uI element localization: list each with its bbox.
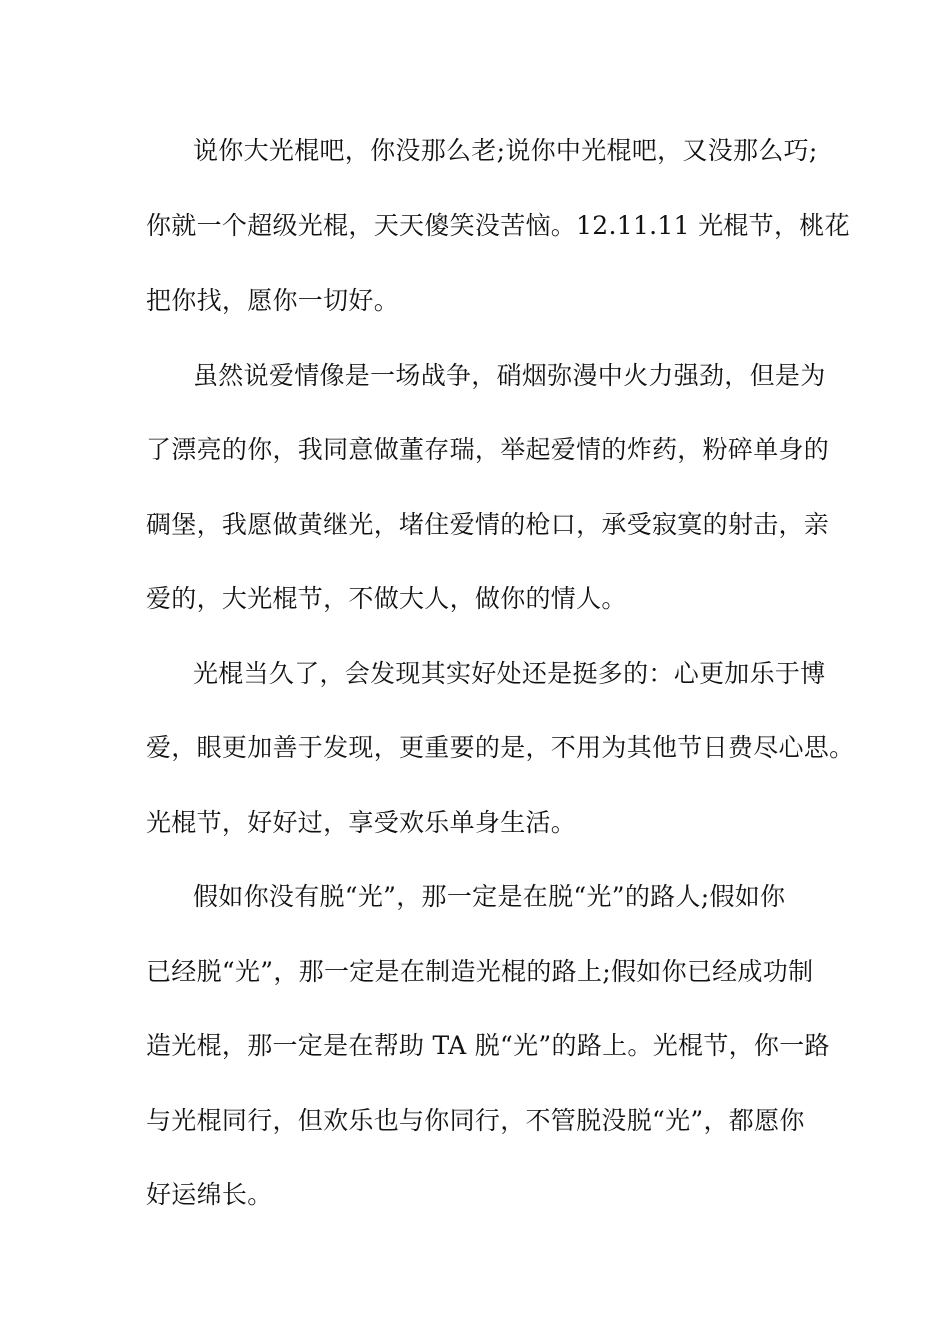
paragraph-line: 了漂亮的你，我同意做董存瑞，举起爱情的炸药，粉碎单身的	[146, 435, 830, 464]
paragraph-line: 你就一个超级光棍，天天傻笑没苦恼。12.11.11 光棍节，桃花	[146, 211, 850, 240]
paragraph-line: 爱的，大光棍节，不做大人，做你的情人。	[146, 584, 627, 613]
paragraph-line: 碉堡，我愿做黄继光，堵住爱情的枪口，承受寂寞的射击，亲	[146, 510, 830, 539]
paragraph-line: 虽然说爱情像是一场战争，硝烟弥漫中火力强劲，但是为	[193, 361, 826, 390]
paragraph-line: 爱，眼更加善于发现，更重要的是，不用为其他节日费尽心思。	[146, 733, 855, 762]
paragraph-line: 光棍节，好好过，享受欢乐单身生活。	[146, 808, 577, 837]
paragraph-line: 说你大光棍吧，你没那么老;说你中光棍吧，又没那么巧;	[193, 136, 818, 165]
paragraph-line: 与光棍同行，但欢乐也与你同行，不管脱没脱“光”，都愿你	[146, 1106, 805, 1135]
paragraph-line: 把你找，愿你一切好。	[146, 286, 400, 315]
paragraph-line: 已经脱“光”，那一定是在制造光棍的路上;假如你已经成功制	[146, 957, 814, 986]
paragraph-line: 好运绵长。	[146, 1180, 273, 1209]
paragraph-line: 光棍当久了，会发现其实好处还是挺多的：心更加乐于博	[193, 659, 826, 688]
paragraph-line: 假如你没有脱“光”，那一定是在脱“光”的路人;假如你	[193, 882, 786, 911]
paragraph-line: 造光棍，那一定是在帮助 TA 脱“光”的路上。光棍节，你一路	[146, 1031, 830, 1060]
